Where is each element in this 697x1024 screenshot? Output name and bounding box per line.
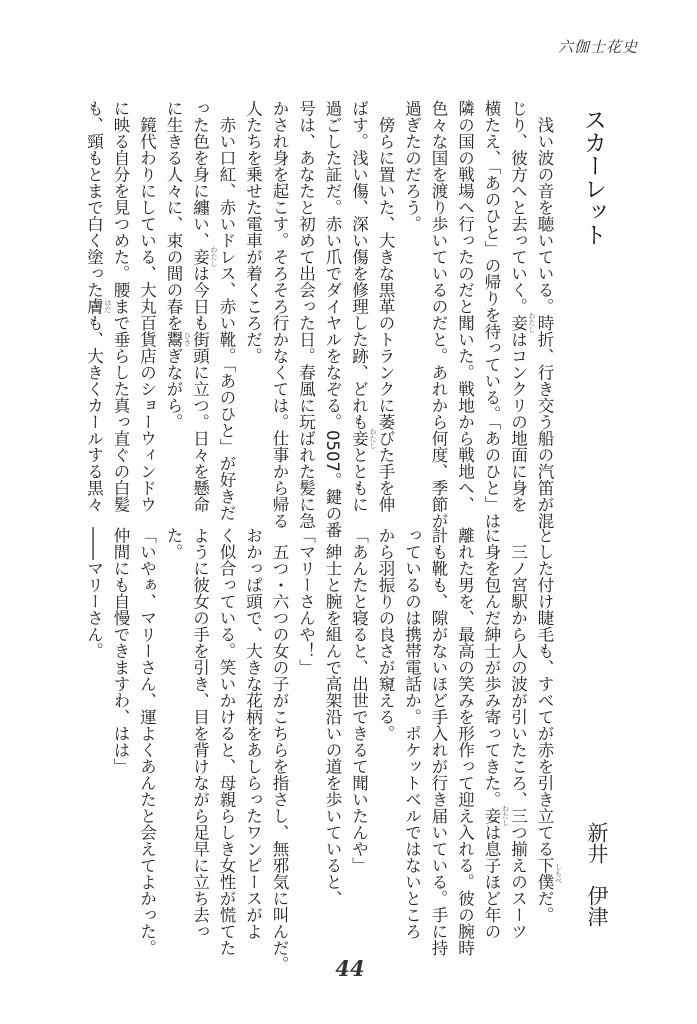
text-column: 号は、あなたと初めて出会った日。春風に玩ばれた髪に急 (296, 100, 316, 529)
text-column: た。 (164, 527, 183, 560)
text-column: ――マリーさん。 (84, 527, 104, 659)
ruby-annotation: わたし (501, 805, 510, 827)
text-column: 三ノ宮駅から人の波が引いたころ、三つ揃えのスーツ (508, 527, 528, 940)
text-column: 色々な国を渡り歩いているのだと。あれから何度、季節が (429, 100, 448, 529)
ruby-annotation: わたし (210, 246, 218, 268)
text-column: 人たちを乗せた電車が着くころだ。 (243, 100, 263, 364)
story-title: スカーレット (580, 108, 606, 246)
text-column: 横たえ、「あのひと」の帰りを待っている。「あのひと」は (482, 100, 501, 529)
text-column: とした付け睫毛も、すべてが赤を引き立てる下僕だ。 (535, 527, 554, 923)
ruby-annotation: わたし (528, 312, 536, 334)
text-column: も、頸もとまで白く塗った膚も、大きくカールする黒々 (84, 100, 104, 513)
text-column: 浅い波の音を聴いている。時折、行き交う船の汽笛が混 (535, 100, 554, 529)
author-name: 新井 伊津 (585, 822, 609, 927)
text-column: ように彼女の手を引き、目を背けながら足早に立ち去っ (190, 527, 210, 940)
text-column: 離れた男を、最高の笑みを形作って迎え入れる。彼の腕時 (455, 527, 475, 956)
text-column: 鏡代わりにしている、大丸百貨店のショーウィンドウ (137, 100, 157, 513)
text-column: おかっぱ頭で、大きな花柄をあしらったワンピースがよ (243, 527, 263, 940)
ruby-annotation: ひさ (183, 332, 192, 347)
text-column: に身を包んだ紳士が歩み寄ってきた。妾は息子ほど年の (482, 527, 501, 940)
text-column: じり、彼方へと去っていく。妾はコンクリの地面に身を (508, 100, 528, 513)
text-column: 仲間にも自慢できますわ、はは」 (111, 527, 130, 775)
text-column: った色を身に纏い、妾は今日も街頭に立つ。日々を懸命 (190, 100, 210, 513)
text-column: っているのは携帯電話か。ポケットベルではないところ (402, 527, 422, 940)
page-number: 44 (335, 956, 365, 981)
text-column: 隣の国の戦場へ行ったのだと聞いた。戦地から戦地へ、 (455, 100, 475, 513)
ruby-annotation: はだ (104, 299, 112, 314)
text-column: 五つ・六つの女の子がこちらを指さし、無邪気に叫んだ。 (270, 527, 289, 973)
body-text-upper (80, 100, 557, 538)
text-column: ばす。浅い傷、深い傷を修理した跡、どれも妾とともに (349, 100, 369, 513)
text-column: 計も靴も、隙がないほど手入れが行き届いている。手に持 (429, 527, 448, 956)
text-column: 「いやぁ、マリーさん、運よくあんたと会えてよかった。 (137, 527, 157, 956)
text-column: 過ぎたのだろう。 (402, 100, 422, 232)
ruby-annotation: しもべ (554, 863, 563, 884)
text-column: に生きる人々に、束の間の春を鬻ぎながら。 (164, 100, 183, 430)
text-column: 紳士と腕を組んで高架沿いの道を歩いていると、 (323, 527, 342, 907)
ruby-annotation: わたし (369, 427, 377, 449)
text-column: 「あんたと寝ると、出世できるて聞いたんや」 (349, 527, 369, 874)
text-column: から羽振りの良さが窺える。 (376, 527, 395, 742)
text-column: 赤い口紅、赤いドレス、赤い靴。「あのひと」が好きだ (217, 100, 236, 521)
text-column: に映る自分を見つめた。腰まで垂らした真っ直ぐの白髪 (111, 100, 130, 513)
journal-header: 六伽士花史 (558, 38, 639, 56)
text-column: 傍らに置いた、大きな黒革のトランクに萎びた手を伸 (376, 100, 395, 513)
text-column: かされ身を起こす。そろそろ行かなくては。仕事から帰る (270, 100, 289, 529)
text-column: 「マリーさんや！」 (296, 527, 316, 676)
text-column: 過ごした証だ。赤い爪でダイヤルをなぞる。0507。鍵の番 (323, 100, 342, 538)
text-column: く似合っている。笑いかけると、母親らしき女性が慌てた (217, 527, 236, 956)
